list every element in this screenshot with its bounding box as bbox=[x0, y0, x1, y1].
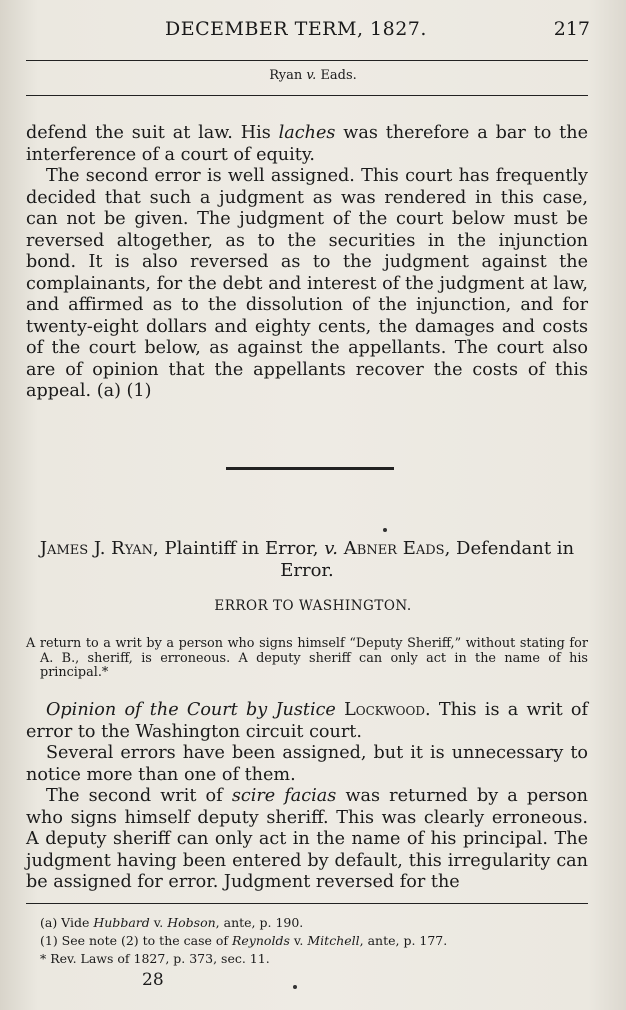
footnote-a bbox=[40, 914, 588, 932]
footnote-1-case-a: Reynolds bbox=[232, 933, 290, 948]
page-number: 217 bbox=[553, 18, 590, 40]
footnote-a-case-a: Hubbard bbox=[93, 915, 150, 930]
syllabus-text: A return to a writ by a person who signs himself “Deputy Sheriff,” without stating for A. B., sheriff, is erroneous. A deputy sheriff can only act in the name of his principal.* bbox=[26, 636, 588, 680]
running-head bbox=[0, 18, 626, 46]
syllabus bbox=[26, 637, 588, 681]
defendant-name: Abner Eads bbox=[343, 538, 445, 559]
caption-plaintiff: Ryan bbox=[269, 68, 303, 83]
opinion-p3-italic: scire facias bbox=[231, 786, 337, 806]
footnote-a-versus: v. bbox=[149, 915, 168, 930]
justice-name: Lockwood. bbox=[344, 700, 431, 720]
prior-paragraph-1 bbox=[26, 123, 588, 166]
opinion-paragraph-3 bbox=[26, 786, 588, 894]
footnote-a-case-b: Hobson bbox=[167, 915, 216, 930]
running-head-title: DECEMBER TERM, 1827. bbox=[165, 18, 427, 40]
footnote-rule bbox=[26, 903, 588, 904]
defendant-role: , Defendant in Error. bbox=[280, 538, 575, 581]
footnote-1-suffix: , ante, p. 177. bbox=[359, 933, 448, 948]
header-rule-top bbox=[26, 60, 588, 61]
prior-opinion-text bbox=[26, 123, 588, 403]
opinion-intro: Opinion of the Court by Justice bbox=[46, 700, 336, 720]
opinion-p3-text-b: was returned by a person who signs himself deputy sheriff. This was clearly erroneous. A deputy sheriff can only act in the name of his principal. The judgment having been entered by default, this irregularity can be assigned for error. Judgment reversed for the bbox=[26, 786, 588, 892]
section-divider bbox=[226, 467, 394, 470]
footnotes bbox=[40, 914, 588, 968]
error-to-heading: ERROR TO WASHINGTON. bbox=[214, 598, 412, 614]
prior-p1-text-a: defend the suit at law. His bbox=[26, 123, 279, 143]
footnote-1-prefix: (1) See note (2) to the case of bbox=[40, 933, 232, 948]
opinion-paragraph-2: Several errors have been assigned, but it is unnecessary to notice more than one of them. bbox=[26, 743, 588, 785]
plaintiff-role: , Plaintiff in Error, bbox=[153, 538, 325, 559]
case-caption bbox=[0, 68, 626, 83]
case-title bbox=[26, 538, 588, 582]
prior-paragraph-2: The second error is well assigned. This court has frequently decided that such a judgment as was rendered in this case, can not be given. The judgment of the court below must be reversed altogether, as to the securities in the injunction bond. It is also reversed as to the judgment against the complainants, for the debt and interest of the judgment at law, and affirmed as to the dissolution of the injunction, and for twenty-eight dollars and eighty cents, the damages and costs of the court below, as against the appellants. The court also are of opinion that the appellants recover the costs of this appeal. (a) (1) bbox=[26, 166, 588, 401]
case-versus: v. bbox=[324, 538, 339, 559]
footnote-a-suffix: , ante, p. 190. bbox=[215, 915, 304, 930]
plaintiff-name: James J. Ryan bbox=[39, 538, 154, 559]
footnote-1-case-b: Mitchell bbox=[307, 933, 360, 948]
opinion-paragraph-1 bbox=[26, 700, 588, 743]
opinion-p3-text-a: The second writ of bbox=[46, 786, 232, 806]
caption-versus: v. bbox=[306, 68, 317, 83]
footnote-a-prefix: (a) Vide bbox=[40, 915, 94, 930]
header-rule-bottom bbox=[26, 95, 588, 96]
opinion-p1-rest: This is a writ of error to the Washington circuit court. bbox=[26, 700, 588, 742]
opinion-text bbox=[26, 700, 588, 894]
ink-speck bbox=[383, 528, 387, 532]
footnote-1-versus: v. bbox=[289, 933, 308, 948]
ink-speck bbox=[293, 985, 297, 989]
signature-mark: 28 bbox=[142, 970, 164, 990]
caption-defendant: Eads. bbox=[320, 68, 357, 83]
prior-p1-italic: laches bbox=[278, 123, 336, 143]
footnote-1 bbox=[40, 932, 588, 950]
prior-p1-text-b: was therefore a bar to the interference of a court of equity. bbox=[26, 123, 588, 165]
footnote-star: * Rev. Laws of 1827, p. 373, sec. 11. bbox=[40, 951, 270, 966]
